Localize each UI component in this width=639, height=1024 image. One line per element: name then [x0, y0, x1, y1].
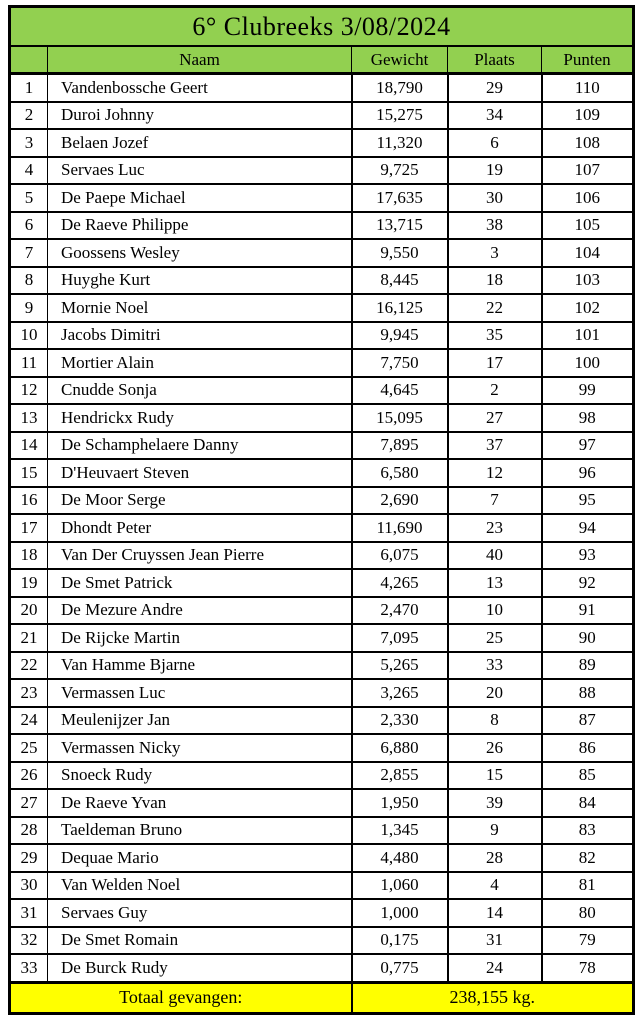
gewicht-cell: 3,265	[352, 679, 448, 707]
plaats-cell: 15	[448, 762, 542, 790]
punten-cell: 94	[542, 514, 634, 542]
rank-cell: 22	[10, 652, 48, 680]
punten-cell: 105	[542, 212, 634, 240]
plaats-cell: 12	[448, 459, 542, 487]
punten-cell: 80	[542, 899, 634, 927]
punten-cell: 87	[542, 707, 634, 735]
plaats-cell: 24	[448, 954, 542, 982]
punten-cell: 91	[542, 597, 634, 625]
table-row	[10, 129, 634, 157]
total-label: Totaal gevangen:	[10, 982, 352, 1013]
plaats-cell: 13	[448, 569, 542, 597]
punten-cell: 104	[542, 239, 634, 267]
rank-cell: 14	[10, 432, 48, 460]
gewicht-cell: 1,060	[352, 872, 448, 900]
name-cell: Belaen Jozef	[48, 129, 352, 157]
gewicht-cell: 4,480	[352, 844, 448, 872]
punten-cell: 100	[542, 349, 634, 377]
punten-cell: 88	[542, 679, 634, 707]
total-value: 238,155 kg.	[352, 982, 634, 1013]
table-row	[10, 239, 634, 267]
rank-cell: 16	[10, 487, 48, 515]
gewicht-cell: 13,715	[352, 212, 448, 240]
gewicht-cell: 11,320	[352, 129, 448, 157]
rank-cell: 13	[10, 404, 48, 432]
table-row	[10, 514, 634, 542]
punten-cell: 89	[542, 652, 634, 680]
gewicht-cell: 1,950	[352, 789, 448, 817]
rank-cell: 5	[10, 184, 48, 212]
name-cell: Dhondt Peter	[48, 514, 352, 542]
gewicht-cell: 0,175	[352, 927, 448, 955]
plaats-cell: 33	[448, 652, 542, 680]
table-row	[10, 74, 634, 102]
gewicht-cell: 2,470	[352, 597, 448, 625]
name-cell: De Moor Serge	[48, 487, 352, 515]
gewicht-cell: 11,690	[352, 514, 448, 542]
gewicht-cell: 1,000	[352, 899, 448, 927]
punten-cell: 99	[542, 377, 634, 405]
rank-cell: 28	[10, 817, 48, 845]
gewicht-cell: 7,895	[352, 432, 448, 460]
name-cell: De Raeve Philippe	[48, 212, 352, 240]
name-cell: Van Hamme Bjarne	[48, 652, 352, 680]
plaats-cell: 27	[448, 404, 542, 432]
plaats-cell: 28	[448, 844, 542, 872]
table-row	[10, 624, 634, 652]
punten-cell: 83	[542, 817, 634, 845]
table-row	[10, 102, 634, 130]
gewicht-cell: 16,125	[352, 294, 448, 322]
punten-cell: 79	[542, 927, 634, 955]
gewicht-cell: 2,330	[352, 707, 448, 735]
punten-cell: 103	[542, 267, 634, 295]
punten-cell: 84	[542, 789, 634, 817]
name-cell: Van Der Cruyssen Jean Pierre	[48, 542, 352, 570]
table-row	[10, 459, 634, 487]
plaats-cell: 7	[448, 487, 542, 515]
plaats-cell: 8	[448, 707, 542, 735]
plaats-cell: 23	[448, 514, 542, 542]
name-cell: Servaes Guy	[48, 899, 352, 927]
rank-cell: 10	[10, 322, 48, 350]
table-row	[10, 954, 634, 982]
name-cell: De Mezure Andre	[48, 597, 352, 625]
table-row	[10, 294, 634, 322]
rank-cell: 33	[10, 954, 48, 982]
rank-cell: 21	[10, 624, 48, 652]
table-row	[10, 542, 634, 570]
gewicht-cell: 6,580	[352, 459, 448, 487]
name-cell: Dequae Mario	[48, 844, 352, 872]
footer-row	[10, 982, 634, 1013]
table-row	[10, 184, 634, 212]
name-cell: Servaes Luc	[48, 157, 352, 185]
table-row	[10, 844, 634, 872]
gewicht-cell: 15,275	[352, 102, 448, 130]
plaats-cell: 4	[448, 872, 542, 900]
name-cell: Vandenbossche Geert	[48, 74, 352, 102]
name-cell: De Smet Romain	[48, 927, 352, 955]
name-cell: D'Heuvaert Steven	[48, 459, 352, 487]
table-row	[10, 157, 634, 185]
plaats-cell: 29	[448, 74, 542, 102]
rank-cell: 1	[10, 74, 48, 102]
gewicht-cell: 9,725	[352, 157, 448, 185]
plaats-cell: 17	[448, 349, 542, 377]
rank-cell: 7	[10, 239, 48, 267]
results-table	[8, 5, 635, 1015]
plaats-cell: 35	[448, 322, 542, 350]
table-row	[10, 734, 634, 762]
punten-cell: 78	[542, 954, 634, 982]
plaats-cell: 34	[448, 102, 542, 130]
punten-cell: 106	[542, 184, 634, 212]
plaats-cell: 39	[448, 789, 542, 817]
header-row	[10, 46, 634, 74]
gewicht-cell: 2,690	[352, 487, 448, 515]
rank-cell: 23	[10, 679, 48, 707]
name-cell: De Paepe Michael	[48, 184, 352, 212]
punten-cell: 90	[542, 624, 634, 652]
plaats-cell: 38	[448, 212, 542, 240]
punten-cell: 96	[542, 459, 634, 487]
table-row	[10, 267, 634, 295]
table-row	[10, 349, 634, 377]
punten-cell: 93	[542, 542, 634, 570]
gewicht-cell: 8,445	[352, 267, 448, 295]
gewicht-cell: 1,345	[352, 817, 448, 845]
header-naam: Naam	[48, 46, 352, 74]
name-cell: De Raeve Yvan	[48, 789, 352, 817]
name-cell: Snoeck Rudy	[48, 762, 352, 790]
page-title: 6° Clubreeks 3/08/2024	[10, 7, 634, 47]
name-cell: Duroi Johnny	[48, 102, 352, 130]
name-cell: Van Welden Noel	[48, 872, 352, 900]
punten-cell: 81	[542, 872, 634, 900]
rank-cell: 11	[10, 349, 48, 377]
name-cell: De Rijcke Martin	[48, 624, 352, 652]
table-row	[10, 817, 634, 845]
punten-cell: 109	[542, 102, 634, 130]
rank-cell: 18	[10, 542, 48, 570]
gewicht-cell: 6,075	[352, 542, 448, 570]
gewicht-cell: 0,775	[352, 954, 448, 982]
rank-cell: 8	[10, 267, 48, 295]
rank-cell: 24	[10, 707, 48, 735]
plaats-cell: 22	[448, 294, 542, 322]
rank-cell: 19	[10, 569, 48, 597]
plaats-cell: 10	[448, 597, 542, 625]
name-cell: Vermassen Luc	[48, 679, 352, 707]
punten-cell: 98	[542, 404, 634, 432]
plaats-cell: 26	[448, 734, 542, 762]
plaats-cell: 9	[448, 817, 542, 845]
rank-cell: 30	[10, 872, 48, 900]
table-row	[10, 212, 634, 240]
punten-cell: 92	[542, 569, 634, 597]
gewicht-cell: 17,635	[352, 184, 448, 212]
rank-cell: 6	[10, 212, 48, 240]
table-row	[10, 432, 634, 460]
name-cell: Hendrickx Rudy	[48, 404, 352, 432]
rank-cell: 26	[10, 762, 48, 790]
rank-cell: 27	[10, 789, 48, 817]
gewicht-cell: 7,095	[352, 624, 448, 652]
gewicht-cell: 5,265	[352, 652, 448, 680]
name-cell: Vermassen Nicky	[48, 734, 352, 762]
name-cell: Mortier Alain	[48, 349, 352, 377]
punten-cell: 110	[542, 74, 634, 102]
name-cell: De Smet Patrick	[48, 569, 352, 597]
table-row	[10, 762, 634, 790]
punten-cell: 86	[542, 734, 634, 762]
table-row	[10, 377, 634, 405]
table-body	[10, 74, 634, 983]
punten-cell: 102	[542, 294, 634, 322]
rank-cell: 20	[10, 597, 48, 625]
gewicht-cell: 9,945	[352, 322, 448, 350]
punten-cell: 95	[542, 487, 634, 515]
plaats-cell: 14	[448, 899, 542, 927]
rank-cell: 9	[10, 294, 48, 322]
plaats-cell: 19	[448, 157, 542, 185]
name-cell: Jacobs Dimitri	[48, 322, 352, 350]
punten-cell: 101	[542, 322, 634, 350]
name-cell: Mornie Noel	[48, 294, 352, 322]
plaats-cell: 37	[448, 432, 542, 460]
table-row	[10, 899, 634, 927]
table-row	[10, 707, 634, 735]
name-cell: Taeldeman Bruno	[48, 817, 352, 845]
name-cell: Goossens Wesley	[48, 239, 352, 267]
gewicht-cell: 18,790	[352, 74, 448, 102]
plaats-cell: 25	[448, 624, 542, 652]
rank-cell: 32	[10, 927, 48, 955]
table-row	[10, 487, 634, 515]
rank-cell: 12	[10, 377, 48, 405]
gewicht-cell: 7,750	[352, 349, 448, 377]
table-row	[10, 652, 634, 680]
rank-cell: 29	[10, 844, 48, 872]
table-row	[10, 679, 634, 707]
rank-cell: 2	[10, 102, 48, 130]
header-gewicht: Gewicht	[352, 46, 448, 74]
plaats-cell: 6	[448, 129, 542, 157]
punten-cell: 97	[542, 432, 634, 460]
plaats-cell: 3	[448, 239, 542, 267]
gewicht-cell: 15,095	[352, 404, 448, 432]
rank-cell: 25	[10, 734, 48, 762]
table-row	[10, 404, 634, 432]
plaats-cell: 2	[448, 377, 542, 405]
rank-cell: 4	[10, 157, 48, 185]
plaats-cell: 40	[448, 542, 542, 570]
gewicht-cell: 4,265	[352, 569, 448, 597]
name-cell: Meulenijzer Jan	[48, 707, 352, 735]
gewicht-cell: 9,550	[352, 239, 448, 267]
name-cell: Huyghe Kurt	[48, 267, 352, 295]
plaats-cell: 20	[448, 679, 542, 707]
punten-cell: 108	[542, 129, 634, 157]
plaats-cell: 30	[448, 184, 542, 212]
table-row	[10, 569, 634, 597]
table-row	[10, 322, 634, 350]
rank-cell: 17	[10, 514, 48, 542]
punten-cell: 82	[542, 844, 634, 872]
gewicht-cell: 2,855	[352, 762, 448, 790]
table-row	[10, 597, 634, 625]
plaats-cell: 31	[448, 927, 542, 955]
header-rank	[10, 46, 48, 74]
punten-cell: 85	[542, 762, 634, 790]
rank-cell: 31	[10, 899, 48, 927]
punten-cell: 107	[542, 157, 634, 185]
table-row	[10, 789, 634, 817]
rank-cell: 3	[10, 129, 48, 157]
header-punten: Punten	[542, 46, 634, 74]
table-row	[10, 872, 634, 900]
gewicht-cell: 4,645	[352, 377, 448, 405]
plaats-cell: 18	[448, 267, 542, 295]
name-cell: Cnudde Sonja	[48, 377, 352, 405]
gewicht-cell: 6,880	[352, 734, 448, 762]
title-row	[10, 7, 634, 47]
table-row	[10, 927, 634, 955]
rank-cell: 15	[10, 459, 48, 487]
name-cell: De Schamphelaere Danny	[48, 432, 352, 460]
header-plaats: Plaats	[448, 46, 542, 74]
name-cell: De Burck Rudy	[48, 954, 352, 982]
